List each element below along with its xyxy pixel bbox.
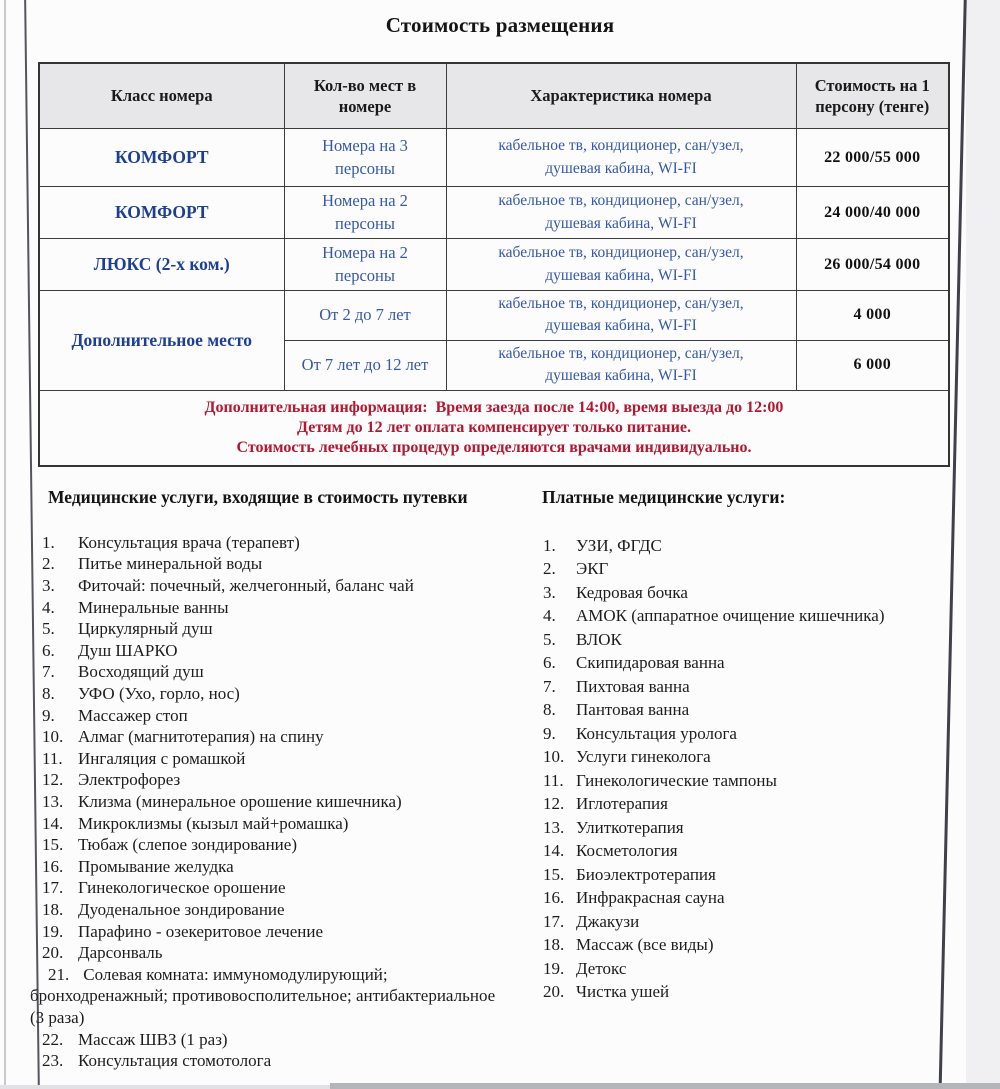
included-services-column [30,487,510,1072]
info-label: Дополнительная информация: [204,398,428,416]
table-row [39,239,949,291]
list-item: Скипидаровая ванна [576,653,725,673]
additional-info-cell [39,390,949,466]
list-item: Душ ШАРКО [78,640,178,660]
capacity-cell: От 7 лет до 12 лет [284,340,446,390]
capacity-cell: Номера на 3 персоны [284,129,446,187]
list-item: Биоэлектротерапия [576,864,716,884]
extra-place-label-cell: Дополнительное место [39,291,284,391]
header-price: Стоимость на 1 персону (тенге) [796,63,949,129]
features-cell [446,340,796,390]
list-item: Массаж ШВЗ (1 раз) [78,1029,228,1049]
list-item: Гинекологическое орошение [78,878,286,898]
list-item: Консультация врача (терапевт) [78,532,300,552]
list-item: Питье минеральной воды [78,554,263,574]
list-item: Джакузи [576,911,640,931]
table-header-row [39,63,949,129]
features-cell [446,129,796,187]
capacity-cell: Номера на 2 персоны [284,187,446,239]
list-item: АМОК (аппаратное очищение кишечника) [576,606,885,626]
list-item: Ингаляция с ромашкой [78,748,246,768]
list-item: Алмаг (магнитотерапия) на спину [78,727,324,747]
features-cell [446,239,796,291]
list-item: Циркулярный душ [78,619,213,639]
info-line-3: Стоимость лечебных процедур определяются врачами индивидуально. [236,438,752,456]
list-item: Дуоденальное зондирование [78,899,285,919]
list-item: Гинекологические тампоны [576,770,777,790]
additional-info-row [39,390,949,466]
price-cell: 24 000/40 000 [796,187,949,239]
included-services-list [30,532,510,1072]
list-item: Массаж (все виды) [576,935,714,955]
capacity-cell: От 2 до 7 лет [284,291,446,341]
list-item: Пихтовая ванна [576,676,690,696]
scan-bottom-strip-dark [330,1083,1000,1089]
list-item: ВЛОК [576,629,622,649]
header-capacity: Кол-во мест в номере [284,63,446,129]
header-features: Характеристика номера [446,63,796,129]
list-item: Чистка ушей [576,982,670,1002]
list-item: Клизма (минеральное орошение кишечника) [78,792,402,811]
list-item: Улиткотерапия [576,817,684,837]
price-cell: 26 000/54 000 [796,239,949,291]
table-row [39,187,949,239]
page-title: Стоимость размещения [385,13,615,37]
list-item: Солевая комната: иммуномодулирующий; бронходренажный; противовосполительное; антибактериальное (3 раза) [30,964,496,1027]
info-line-2: Детям до 12 лет оплата компенсирует только питание. [297,418,691,436]
list-item: Парафино - озекеритовое лечение [78,921,324,941]
list-item: Услуги гинеколога [576,747,711,767]
list-item: УЗИ, ФГДС [576,535,662,555]
room-class-cell: КОМФОРТ [39,187,284,239]
features-text: кабельное тв, кондиционер, сан/узел, душевая кабина, WI-FI [498,344,744,385]
features-cell [446,187,796,239]
paid-services-list [540,534,980,1004]
table-row [39,291,949,341]
list-item: Пантовая ванна [576,700,690,720]
list-item: Консультация уролога [576,723,737,743]
list-item: Иглотерапия [576,794,668,814]
list-item: Косметология [576,841,678,861]
list-item: ЭКГ [576,559,609,579]
list-item: Дарсонваль [78,943,163,963]
info-line-1 [50,398,938,418]
list-item: Кедровая бочка [576,582,688,602]
features-text: кабельное тв, кондиционер, сан/узел, душевая кабина, WI-FI [498,295,744,335]
services-section [30,487,1000,1072]
list-item: Минеральные ванны [78,597,229,617]
list-item: Инфракрасная сауна [576,888,725,908]
header-room-class: Класс номера [39,63,284,129]
info-line-1-text: Время заезда после 14:00, время выезда до 12:00 [435,398,784,416]
list-item: УФО (Ухо, горло, нос) [78,684,240,704]
list-item: Электрофорез [78,770,181,790]
list-item: Восходящий душ [78,662,204,682]
list-item: Детокс [576,958,627,978]
list-item: Тюбаж (слепое зондирование) [78,835,297,855]
features-text: кабельное тв, кондиционер, сан/узел, душевая кабина, WI-FI [498,192,744,232]
list-item: Промывание желудка [78,856,234,876]
scan-bottom-strip-light [0,1085,332,1089]
capacity-cell: Номера на 2 персоны [284,239,446,291]
scan-edge-line-left-light [4,0,6,1089]
price-cell: 22 000/55 000 [796,129,949,187]
list-item: Микроклизмы (кызыл май+ромашка) [78,813,349,833]
price-cell: 4 000 [796,291,949,341]
included-services-heading: Медицинские услуги, входящие в стоимость путевки [48,486,468,507]
room-class-cell: ЛЮКС (2-х ком.) [39,239,284,291]
list-item: Фиточай: почечный, желчегонный, баланс чай [78,576,414,596]
table-row [39,129,949,187]
pricing-table [38,62,950,467]
paid-services-column [540,487,980,1072]
price-cell: 6 000 [796,340,949,390]
list-item: Массажер стоп [78,705,188,725]
features-text: кабельное тв, кондиционер, сан/узел, душевая кабина, WI-FI [498,244,744,284]
paid-services-heading: Платные медицинские услуги: [542,486,786,507]
list-item: Консультация стомотолога [78,1051,272,1071]
features-cell [446,291,796,341]
features-text: кабельное тв, кондиционер, сан/узел, душевая кабина, WI-FI [498,137,744,177]
room-class-cell: КОМФОРТ [39,129,284,187]
